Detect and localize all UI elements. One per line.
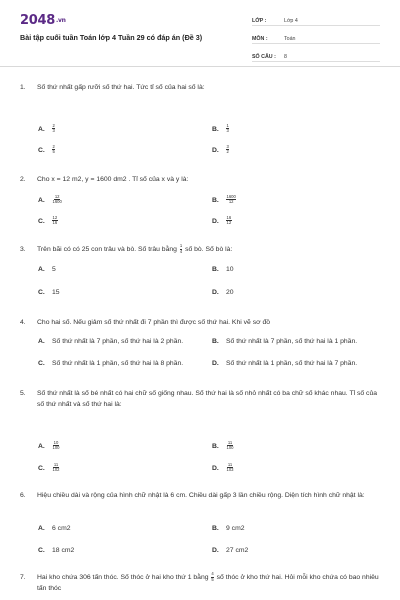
question-text: Hiệu chiều dài và rộng của hình chữ nhật là 6 cm. Chiều dài gấp 3 lần chiều rộng. Diện tích hình chữ nhật là:: [37, 492, 365, 499]
fraction-denominator: 103: [226, 467, 234, 473]
question-4: [20, 317, 380, 328]
fraction: [226, 216, 232, 226]
page-title: Bài tập cuối tuần Toán lớp 4 Tuần 29 có đáp án (Đề 3): [20, 33, 203, 42]
option-text: Số thứ nhất là 1 phần, số thứ hai là 7 phần.: [226, 360, 358, 367]
option-4a[interactable]: [38, 337, 183, 347]
question-5: [20, 388, 380, 410]
question-text-before: Trên bãi có có 25 con trâu và bò. Số trâu bằng: [37, 246, 177, 253]
question-7: [20, 572, 380, 594]
question-1: [20, 82, 380, 93]
fraction-denominator: 3: [226, 128, 229, 134]
option-letter: A.: [38, 125, 45, 133]
option-letter: B.: [212, 525, 219, 532]
fraction-denominator: 5: [211, 576, 214, 582]
option-text: Số thứ nhất là 7 phần, số thứ hai là 1 phần.: [226, 338, 358, 345]
fraction-numerator: 2: [52, 144, 55, 149]
fraction-denominator: 12: [228, 199, 234, 205]
question-number: 3.: [20, 246, 26, 253]
question-text: Cho hai số. Nếu giảm số thứ nhất đi 7 phần thì được số thứ hai. Khi vẽ sơ đồ: [37, 319, 271, 326]
option-6c[interactable]: [38, 546, 74, 556]
option-6a[interactable]: [38, 524, 71, 534]
fraction-denominator: 4: [179, 248, 183, 254]
fraction: [180, 244, 182, 254]
option-2d[interactable]: [212, 216, 232, 227]
meta-value: Toán: [284, 36, 296, 42]
fraction: [226, 145, 229, 155]
fraction-numerator: 2: [52, 123, 55, 128]
option-text: Số thứ nhất là 1 phần, số thứ hai là 8 phần.: [52, 360, 184, 367]
option-text: 5: [52, 266, 56, 273]
fraction: [226, 463, 234, 473]
fraction: [211, 572, 213, 582]
fraction: [226, 195, 236, 205]
question-number: 6.: [20, 492, 26, 499]
fraction: [52, 441, 60, 451]
option-letter: A.: [38, 525, 45, 532]
fraction-numerator: 11: [227, 440, 233, 445]
option-text: 10: [226, 266, 234, 273]
fraction-numerator: 11: [227, 462, 233, 467]
fraction-denominator: 5: [52, 149, 55, 155]
meta-row-class: [252, 14, 380, 26]
option-letter: C.: [38, 289, 45, 296]
option-letter: A.: [38, 266, 45, 273]
option-letter: D.: [212, 547, 219, 554]
option-letter: D.: [212, 217, 219, 225]
question-text: [37, 572, 380, 594]
option-5b[interactable]: [212, 441, 234, 452]
option-letter: D.: [212, 360, 219, 367]
question-number: 1.: [20, 84, 26, 91]
fraction-denominator: 100: [52, 445, 60, 451]
fraction-numerator: 1: [179, 243, 183, 249]
option-3b[interactable]: [212, 265, 234, 275]
option-letter: C.: [38, 217, 45, 225]
fraction-numerator: 4: [211, 571, 214, 577]
option-1d[interactable]: [212, 145, 229, 156]
option-letter: B.: [212, 266, 219, 273]
fraction-denominator: 16: [52, 220, 58, 226]
fraction-numerator: 16: [226, 215, 232, 220]
option-3d[interactable]: [212, 288, 234, 298]
option-4b[interactable]: [212, 337, 357, 347]
option-letter: A.: [38, 442, 45, 450]
option-5c[interactable]: [38, 463, 60, 474]
option-letter: B.: [212, 338, 219, 345]
fraction: [52, 145, 55, 155]
meta-row-subject: [252, 32, 380, 44]
question-text-after: số thóc ở kho thứ hai. Hỏi mỗi kho chứa có bao nhiêu tấn thóc: [37, 574, 379, 592]
option-letter: A.: [38, 338, 45, 345]
option-text: 18 cm2: [52, 547, 75, 554]
option-letter: D.: [212, 464, 219, 472]
option-letter: A.: [38, 196, 45, 204]
fraction-numerator: 12: [52, 215, 58, 220]
question-number: 4.: [20, 319, 26, 326]
option-1c[interactable]: [38, 145, 55, 156]
option-5d[interactable]: [212, 463, 234, 474]
fraction-denominator: 2: [226, 149, 229, 155]
option-text: Số thứ nhất là 7 phần, số thứ hai là 2 phần.: [52, 338, 184, 345]
option-2a[interactable]: [38, 195, 62, 206]
fraction-numerator: 11: [53, 462, 59, 467]
question-text-after: số bò. Số bò là:: [185, 246, 233, 253]
fraction-denominator: 1600: [52, 199, 62, 205]
option-text: 9 cm2: [226, 525, 245, 532]
document-header: [0, 0, 400, 62]
logo-suffix: .vn: [55, 17, 66, 24]
option-letter: B.: [212, 442, 219, 450]
logo-text: 2048: [20, 13, 55, 28]
fraction-numerator: 1600: [226, 194, 236, 199]
option-3c[interactable]: [38, 288, 60, 298]
option-text: 6 cm2: [52, 525, 71, 532]
question-text-before: Hai kho chứa 306 tấn thóc. Số thóc ở hai kho thứ 1 bằng: [37, 574, 209, 581]
question-text: Số thứ nhất gấp rưỡi số thứ hai. Tức tỉ số của hai số là:: [37, 84, 205, 91]
option-letter: C.: [38, 547, 45, 554]
meta-row-count: [252, 50, 380, 62]
fraction-denominator: 100: [226, 445, 234, 451]
option-letter: C.: [38, 146, 45, 154]
fraction: [52, 124, 55, 134]
meta-label: LỚP :: [252, 18, 267, 24]
option-letter: D.: [212, 146, 219, 154]
meta-value: 8: [284, 54, 287, 60]
fraction-numerator: 12: [54, 194, 60, 199]
question-number: 5.: [20, 390, 26, 397]
meta-panel: [252, 14, 380, 68]
option-text: 27 cm2: [226, 547, 249, 554]
fraction: [52, 216, 58, 226]
option-4d[interactable]: [212, 359, 357, 369]
fraction-denominator: 102: [52, 467, 60, 473]
fraction-numerator: 1: [226, 123, 229, 128]
fraction: [226, 124, 229, 134]
option-letter: C.: [38, 360, 45, 367]
fraction-denominator: 3: [52, 128, 55, 134]
option-2c[interactable]: [38, 216, 58, 227]
option-text: 20: [226, 289, 234, 296]
option-letter: C.: [38, 464, 45, 472]
question-2: [20, 174, 380, 185]
question-number: 7.: [20, 574, 26, 581]
option-5a[interactable]: [38, 441, 60, 452]
option-6b[interactable]: [212, 524, 245, 534]
fraction-denominator: 12: [226, 220, 232, 226]
option-text: 15: [52, 289, 60, 296]
option-letter: B.: [212, 196, 219, 204]
fraction: [226, 441, 234, 451]
site-logo[interactable]: [20, 13, 66, 28]
fraction-numerator: 10: [53, 440, 59, 445]
meta-label: MÔN :: [252, 36, 268, 42]
option-4c[interactable]: [38, 359, 183, 369]
question-number: 2.: [20, 176, 26, 183]
option-6d[interactable]: [212, 546, 248, 556]
option-2b[interactable]: [212, 195, 236, 206]
option-1b[interactable]: [212, 124, 229, 135]
meta-label: SỐ CÂU :: [252, 54, 276, 60]
question-text: Số thứ nhất là số bé nhất có hai chữ số giống nhau. Số thứ hai là số nhỏ nhất có ba chữ số khác nhau. Tỉ số của số thứ nhất và số thứ hai là:: [37, 390, 378, 408]
option-letter: D.: [212, 289, 219, 296]
option-3a[interactable]: [38, 265, 56, 275]
fraction-numerator: 3: [226, 144, 229, 149]
question-text: [37, 244, 380, 255]
option-letter: B.: [212, 125, 219, 133]
meta-value: Lớp 4: [284, 18, 298, 24]
fraction: [52, 463, 60, 473]
fraction: [52, 195, 62, 205]
question-6: [20, 490, 380, 501]
question-3: [20, 244, 380, 255]
option-1a[interactable]: [38, 124, 55, 135]
question-text: Cho x = 12 m2, y = 1600 dm2 . Tỉ số của x và y là:: [37, 176, 189, 183]
header-divider: [0, 66, 400, 67]
